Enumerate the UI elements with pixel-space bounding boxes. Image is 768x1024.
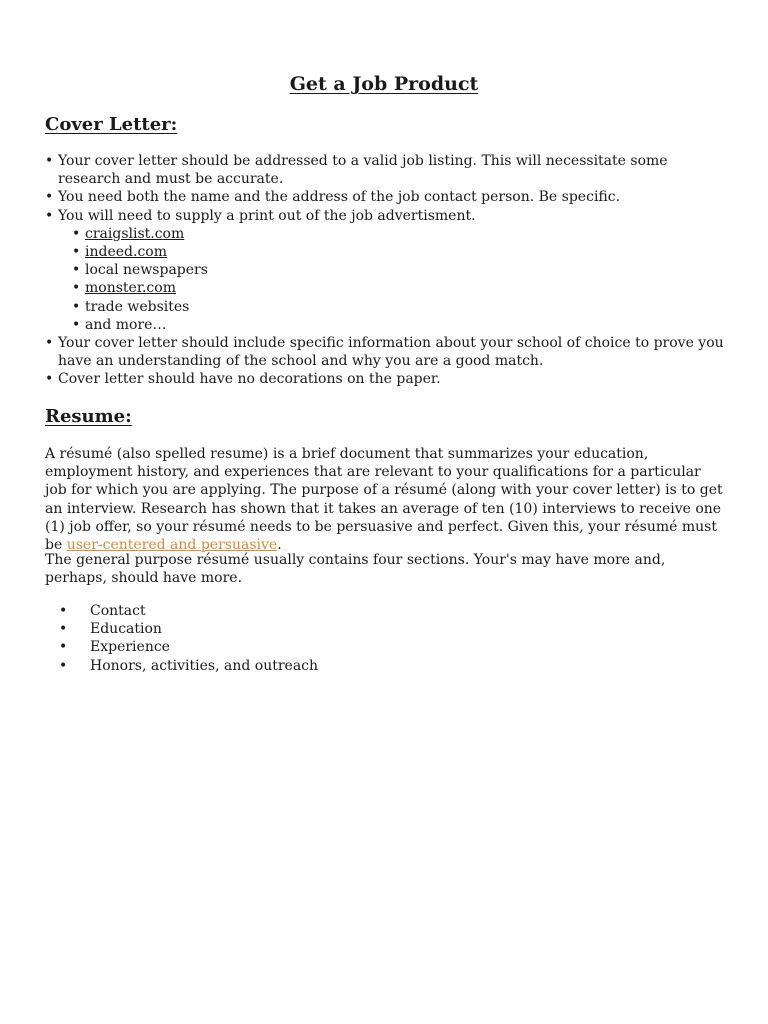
paragraph-text: A résumé (also spelled resume) is a brief document that summarizes your education, employment history, and experiences that are relevant to your qualifications for a particular job for which you are applying. The purpose of a résumé (along with your cover letter) is to get an interview. Research has shown that it takes an average of ten (10) interviews to receive one (1) job offer, so your résumé needs to be persuasive and perfect. Given this, your résumé must be	[45, 446, 723, 554]
list-item: • Your cover letter should include specific information about your school of choice to prove you have an understanding of the school and why you are a good match.	[45, 334, 725, 370]
source-item	[72, 225, 725, 243]
document-title: Get a Job Product	[289, 73, 479, 95]
source-item	[72, 243, 725, 261]
list-item-text: You will need to supply a print out of the job advertisment.	[58, 207, 476, 224]
list-item: • Cover letter should have no decorations on the paper.	[45, 370, 725, 388]
resume-paragraph-2: The general purpose résumé usually contains four sections. Your's may have more and, perhaps, should have more.	[45, 552, 666, 587]
cover-letter-heading: Cover Letter:	[45, 114, 178, 135]
list-item	[45, 207, 725, 334]
list-item: • You need both the name and the address of the job contact person. Be specific.	[45, 188, 725, 206]
list-item: • Education	[45, 620, 318, 638]
source-item: • trade websites	[72, 298, 725, 316]
craigslist-link[interactable]: craigslist.com	[85, 225, 185, 242]
job-sources-list	[58, 225, 725, 334]
list-item: • Your cover letter should be addressed to a valid job listing. This will necessitate some research and must be accurate.	[45, 152, 725, 188]
paragraph-end: .	[277, 537, 282, 554]
resume-sections-list	[45, 602, 318, 675]
indeed-link[interactable]: indeed.com	[85, 244, 167, 261]
list-item: • Experience	[45, 638, 318, 656]
monster-link[interactable]: monster.com	[85, 280, 176, 297]
list-item: • Contact	[45, 602, 318, 620]
user-centered-link[interactable]: user-centered and persuasive	[66, 537, 278, 554]
list-item: • Honors, activities, and outreach	[45, 657, 318, 675]
source-item: • local newspapers	[72, 261, 725, 279]
source-item: • and more…	[72, 316, 725, 334]
cover-letter-list	[45, 152, 725, 389]
source-item	[72, 279, 725, 297]
resume-paragraph-1	[45, 445, 723, 554]
resume-heading: Resume:	[45, 406, 132, 427]
